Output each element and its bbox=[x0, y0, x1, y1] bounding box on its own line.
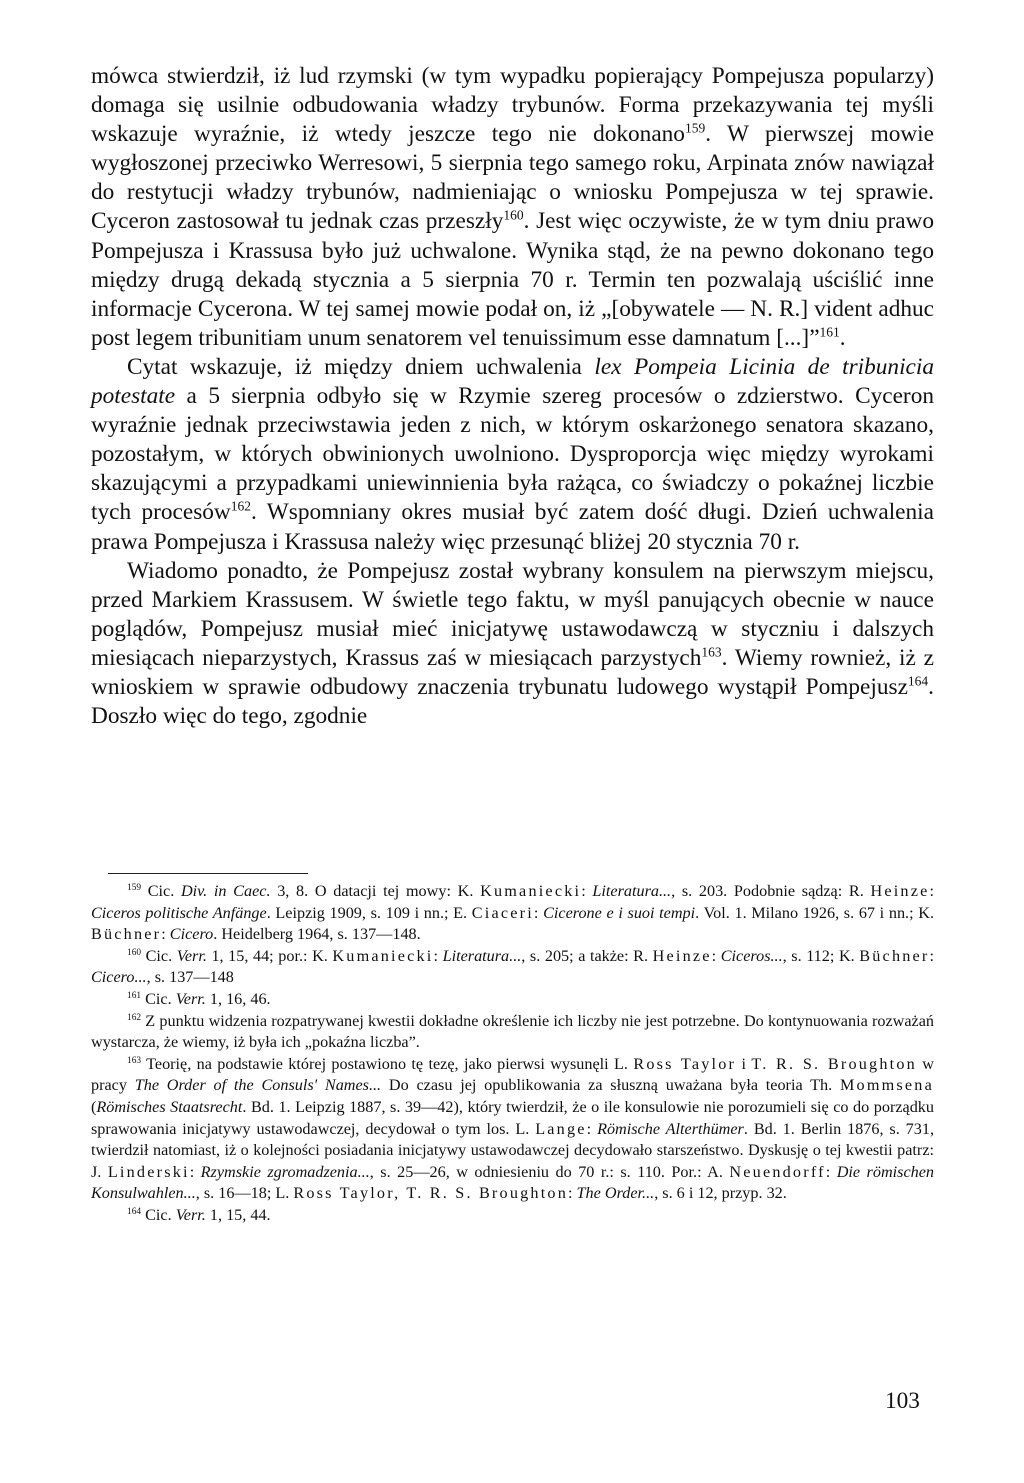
italic-text: Cicerone e i suoi tempi bbox=[543, 903, 696, 922]
author-name: Kumaniecki bbox=[332, 946, 434, 965]
text: , s. 6 i 12, przyp. 32. bbox=[654, 1184, 787, 1203]
text: , s. 205; a także: R. bbox=[521, 946, 653, 965]
text: Cic. bbox=[141, 882, 181, 900]
footnote-160 bbox=[91, 946, 934, 989]
italic-text: Cicero... bbox=[91, 968, 147, 987]
text: Cytat wskazuje, iż między dniem uchwalenia bbox=[127, 353, 595, 380]
text: Wiadomo ponadto, że Pompejusz został wybrany konsulem na pierwszym miejscu, przed Markiem Krassusem. W świetle tego faktu, w myśl panujących obecnie w nauce poglądów, Pompejusz musiał mieć inicjatywę ustawodawczą w styczniu i dalszych miesiącach nieparzystych, Krassus zaś w miesiącach parzystych bbox=[91, 557, 934, 671]
footnote-separator bbox=[108, 873, 308, 874]
text: : bbox=[161, 925, 170, 944]
italic-text: Verr. bbox=[176, 946, 207, 965]
footnote-161 bbox=[91, 989, 934, 1011]
author-name: Ross Taylor bbox=[633, 1054, 737, 1073]
text: Cic. bbox=[141, 1205, 176, 1224]
author-name: Büchner bbox=[91, 925, 162, 944]
text: 1, 15, 44. bbox=[205, 1205, 271, 1224]
footnote-number: 160 bbox=[127, 947, 142, 958]
footnote-number: 162 bbox=[127, 1012, 142, 1023]
text: , s. 137—148 bbox=[146, 968, 234, 987]
text: , s. 203. Podobnie sądzą: R. bbox=[671, 882, 871, 900]
footnote-ref-163[interactable]: 163 bbox=[701, 644, 722, 660]
italic-text: The Order... bbox=[576, 1184, 655, 1203]
text: , s. 25—26, w odniesieniu do 70 r.: s. 110. Por.: A. bbox=[369, 1162, 730, 1181]
italic-text: Literatura... bbox=[592, 882, 672, 900]
footnote-164 bbox=[91, 1205, 934, 1227]
text: w pracy bbox=[91, 1054, 934, 1095]
text: . Leipzig 1909, s. 109 i nn.; E. bbox=[266, 903, 472, 922]
main-text bbox=[91, 62, 934, 731]
text: , s. 16—18; L. bbox=[195, 1184, 294, 1203]
author-name: Heinze bbox=[652, 946, 712, 965]
italic-text: Die römischen Konsulwahlen... bbox=[91, 1162, 934, 1203]
text: : bbox=[711, 946, 721, 965]
footnote-number: 161 bbox=[127, 991, 142, 1002]
text: : bbox=[533, 903, 544, 922]
text: . Heidelberg 1964, s. 137—148. bbox=[213, 925, 421, 944]
paragraph-1 bbox=[91, 62, 934, 353]
author-name: Lange bbox=[535, 1119, 587, 1138]
text: Cic. bbox=[141, 989, 176, 1008]
text: : bbox=[581, 882, 593, 900]
author-name: Neuendorff bbox=[729, 1162, 826, 1181]
italic-text: Div. in Caec. bbox=[180, 882, 271, 900]
text: : bbox=[929, 882, 934, 900]
text: a 5 sierpnia odbyło się w Rzymie szereg procesów o zdzierstwo. Cyceron wyraźnie jednak przeciwstawia jeden z nich, w którym oskarżonego senatora skazano, pozostałym, w których obwinionych uwolniono. Dysproporcja więc między wyrokami skazującymi a przypadkami uniewinnienia była rażąca, co świadczy o pokaźnej liczbie tych procesów bbox=[91, 383, 934, 526]
text: 3, 8. O datacji tej mowy: K. bbox=[270, 882, 481, 900]
text: Z punktu widzenia rozpatrywanej kwestii dokładne określenie ich liczby nie jest potrzebne. Do kontynuowania rozważań wystarcza, że wiemy, iż była ich „pokaźna liczba”. bbox=[91, 1011, 934, 1052]
footnote-number: 164 bbox=[127, 1207, 142, 1218]
text: . bbox=[839, 324, 846, 351]
italic-text: Römische Alterthümer bbox=[597, 1119, 744, 1138]
footnote-ref-162[interactable]: 162 bbox=[230, 499, 252, 515]
author-name: T. R. S. Broughton bbox=[751, 1054, 917, 1073]
text: . W pierwszej mowie wygłoszonej przeciwko Werresowi, 5 sierpnia tego samego roku, Arpinata znów nawiązał do restytucji władzy trybunów, nadmieniając o wniosku Pompejusza w tej sprawie. Cyceron zastosował tu jednak czas przeszły bbox=[91, 121, 934, 235]
paragraph-2 bbox=[91, 353, 934, 557]
author-name: Ross Taylor, T. R. S. Broughton bbox=[293, 1184, 568, 1203]
author-name: Kumaniecki bbox=[480, 882, 582, 900]
footnote-ref-159[interactable]: 159 bbox=[684, 120, 706, 136]
text: : bbox=[189, 1162, 201, 1181]
footnote-number: 163 bbox=[127, 1055, 142, 1066]
text: : bbox=[825, 1162, 837, 1181]
text: Do czasu jej opublikowania za słuszną uważana była teoria Th. bbox=[381, 1076, 840, 1095]
author-name: Heinze bbox=[870, 882, 930, 900]
text: : bbox=[433, 946, 443, 965]
text: . Bd. 1. Berlin 1876, s. 731, twierdził natomiast, iż o kolejności posiadania inicjatywy ustawodawczej decydowało starszeństwo. Dyskusję o tej kwestii patrz: J. bbox=[91, 1119, 934, 1181]
text: : bbox=[929, 946, 935, 965]
footnote-159 bbox=[91, 881, 934, 946]
author-name: Büchner bbox=[859, 946, 930, 965]
text: mówca stwierdził, iż lud rzymski (w tym wypadku popierający Pompejusza popularzy) domaga się usilnie odbudowania władzy trybunów. Forma przekazywania tej myśli wskazuje wyraźnie, iż wtedy jeszcze tego nie dokonano bbox=[91, 63, 934, 148]
text: . Wiemy rownież, iż z wnioskiem w sprawie odbudowy znaczenia trybunatu ludowego wystąpił Pompejusz bbox=[91, 644, 935, 700]
text: 1, 16, 46. bbox=[205, 989, 271, 1008]
text: ( bbox=[91, 1097, 97, 1116]
page-number: 103 bbox=[885, 1388, 920, 1414]
author-name: Linderski bbox=[107, 1162, 190, 1181]
text: . Wspomniany okres musiał być zatem dość długi. Dzień uchwalenia prawa Pompejusza i Krassusa należy więc przesunąć bliżej 20 stycznia 70 r. bbox=[91, 499, 934, 555]
text: . Doszło więc do tego, zgodnie bbox=[91, 673, 934, 730]
italic-text: Ciceros... bbox=[720, 946, 783, 965]
paragraph-3 bbox=[91, 557, 934, 732]
italic-text: Römisches Staatsrecht bbox=[96, 1097, 243, 1116]
author-name: Mommsena bbox=[839, 1076, 934, 1095]
footnote-ref-164[interactable]: 164 bbox=[907, 673, 929, 689]
italic-text: Rzymskie zgromadzenia... bbox=[200, 1162, 370, 1181]
footnote-163 bbox=[91, 1054, 934, 1205]
italic-text: Verr. bbox=[175, 1205, 206, 1224]
italic-text: The Order of the Consuls' Names... bbox=[134, 1076, 382, 1095]
text: : bbox=[568, 1184, 577, 1203]
text: i bbox=[736, 1054, 752, 1073]
italic-text: Cicero bbox=[169, 925, 214, 944]
text: , s. 112; K. bbox=[782, 946, 860, 965]
text: Cic. bbox=[141, 946, 177, 965]
author-name: Ciaceri bbox=[471, 903, 534, 922]
italic-text: lex Pompeia Licinia de tribunicia potestate bbox=[91, 353, 935, 410]
text: 1, 15, 44; por.: K. bbox=[206, 946, 333, 965]
text: . Bd. 1. Leipzig 1887, s. 39—42), który twierdził, że o ile konsulowie nie porozumieli się co do porządku sprawowania inicjatywy ustawodawczej, decydował o tym los. L. bbox=[91, 1097, 934, 1138]
footnote-ref-161[interactable]: 161 bbox=[819, 324, 840, 340]
footnote-ref-160[interactable]: 160 bbox=[503, 208, 524, 224]
italic-text: Ciceros politische Anfänge bbox=[91, 903, 267, 922]
text: . Jest więc oczywiste, że w tym dniu prawo Pompejusza i Krassusa było już uchwalone. Wynika stąd, że na pewno dokonano tego między drugą dekadą stycznia a 5 sierpnia 70 r. Termin ten pozwalają uściślić inne informacje Cycerona. W tej samej mowie podał on, iż „[obywatele — N. R.] vident adhuc post legem tribunitiam unum senatorem vel tenuissimum esse damnatum [...]” bbox=[91, 208, 935, 351]
text: . Vol. 1. Milano 1926, s. 67 i nn.; K. bbox=[695, 903, 934, 922]
italic-text: Literatura... bbox=[442, 946, 522, 965]
text: : bbox=[586, 1119, 598, 1138]
footnotes bbox=[91, 881, 934, 1227]
italic-text: Verr. bbox=[175, 989, 206, 1008]
footnote-162 bbox=[91, 1011, 934, 1054]
footnote-number: 159 bbox=[127, 883, 142, 894]
text: Teorię, na podstawie której postawiono tę tezę, jako pierwsi wysunęli L. bbox=[141, 1054, 634, 1073]
